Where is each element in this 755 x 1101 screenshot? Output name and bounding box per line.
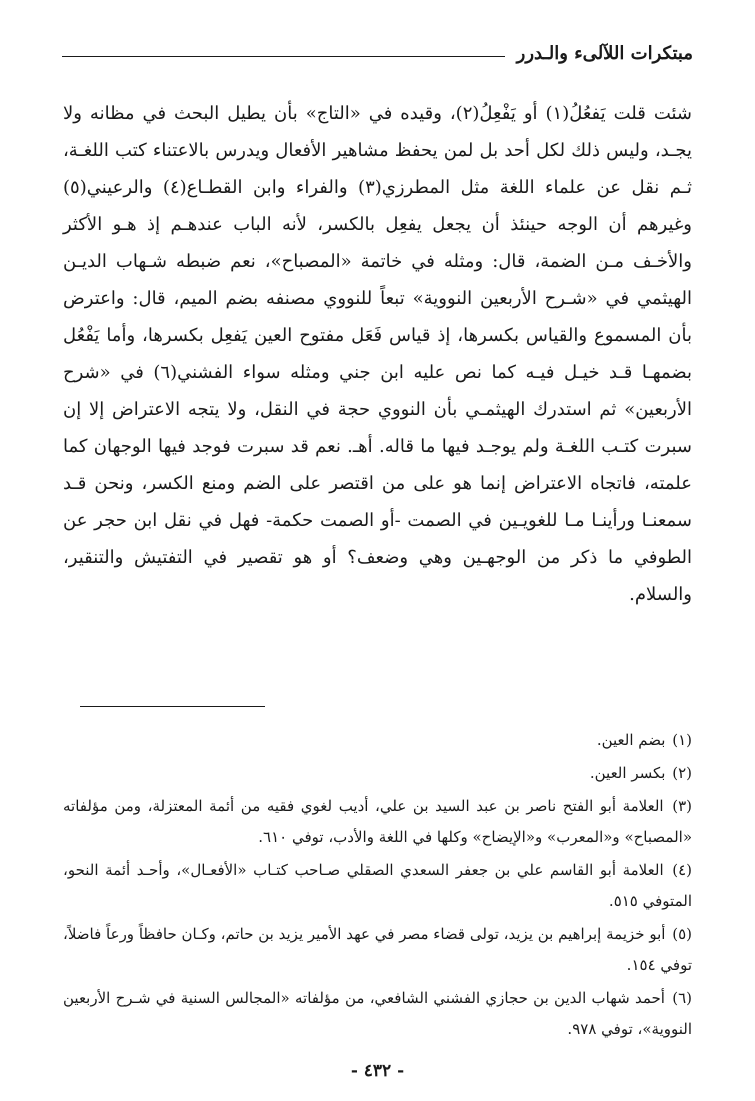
page-number: - ٤٣٢ - (350, 1061, 405, 1081)
body-paragraph: شئت قلت يَفعُلُ(١) أو يَفْعِلُ(٢)، وقيده في «التاج» بأن يطيل البحث في مظانه ولا يجـد، وليس ذلك لكل أحد بل لمن يحفظ مشاهير الأفعال ويدرس بالاعتناء كتب اللغـة، ثـم نقل عن علماء اللغة مثل المطرزي(٣) والفراء وابن القطـاع(٤) والرعيني(٥) وغيرهم أن الوجه حينئذ أن يجعل يفعِل بالكسر، لأنه الباب عندهـم إذ هـو الأكثر والأخـف مـن الضمة، قال: ومثله في خاتمة «المصباح»، نعم ضبطه شـهاب الديـن الهيثمي في «شـرح الأربعين النووية» تبعاً للنووي مصنفه بضم الميم، قال: واعترض بأن المسموع والقياس بكسرها، إذ قياس فَعَل مفتوح العين يَفعِل بكسرها، وأما يَفْعُل بضمهـا قـد خيـل فيـه كما نص عليه ابن جني ومثله سواء الفشني(٦) في «شرح الأربعين» ثم استدرك الهيثمـي بأن النووي حجة في النقل، ولا يتجه الاعتراض إلا إن سبرت كتـب اللغـة ولم يوجـد فيها ما قاله. أهـ. نعم قد سبرت فوجد فيها الوجهان كما علمته، فاتجاه الاعتراض إنما هو على من اقتصر على الضم ومنع الكسر، ونحن قـد سمعنـا ورأينـا مـا للغويـين في الصمت -أو الصمت حكمة- فهل في نقل ابن حجر عن الطوفي ما ذكر من الوجهـين وهي وضعف؟ أو هو تقصير في التفتيش والتنقير، والسلام. (63, 103, 693, 605)
running-title: مبتكرات اللآلىء والـدرر (516, 42, 693, 64)
footnote-text: العلامة أبو الفتح ناصر بن عبد السيد بن علي، أديب لغوي فقيه من أئمة المعتزلة، ومن مؤلفاته «المصباح» و«المعرب» و«الإيضاح» وكلها في اللغة والأدب، توفي ٦١٠. (63, 797, 692, 846)
footnote-divider (80, 706, 265, 707)
main-text (63, 95, 692, 613)
footnote-3 (63, 791, 692, 853)
footnote-mark: (٦) (672, 989, 692, 1007)
footnote-text: بضم العين. (596, 731, 666, 749)
footnote-text: أحمد شهاب الدين بن حجازي الفشني الشافعي، من مؤلفاته «المجالس السنية في شـرح الأربعين النووية»، توفي ٩٧٨. (63, 989, 692, 1038)
footnote-mark: (٣) (672, 797, 692, 815)
footnotes (63, 725, 692, 1047)
header-rule (62, 56, 505, 57)
footnote-5 (63, 919, 692, 981)
footnote-1 (63, 725, 692, 756)
footnote-2 (63, 758, 692, 789)
footnote-mark: (٥) (672, 925, 692, 943)
footnote-6 (63, 983, 692, 1045)
footnote-text: أبو خزيمة إبراهيم بن يزيد، تولى قضاء مصر في عهد الأمير يزيد بن حاتم، وكـان حافظاً ورعاً فاضلاً، توفي ١٥٤. (63, 925, 692, 974)
footnote-text: بكسر العين. (589, 764, 666, 782)
footnote-mark: (١) (672, 731, 692, 749)
footnote-mark: (٢) (672, 764, 692, 782)
footnote-mark: (٤) (672, 861, 692, 879)
footnote-4 (63, 855, 692, 917)
running-header (62, 38, 693, 68)
footnote-text: العلامة أبو القاسم علي بن جعفر السعدي الصقلي صـاحب كتـاب «الأفعـال»، وأحـد أئمة النحو، المتوفي ٥١٥. (63, 861, 692, 910)
